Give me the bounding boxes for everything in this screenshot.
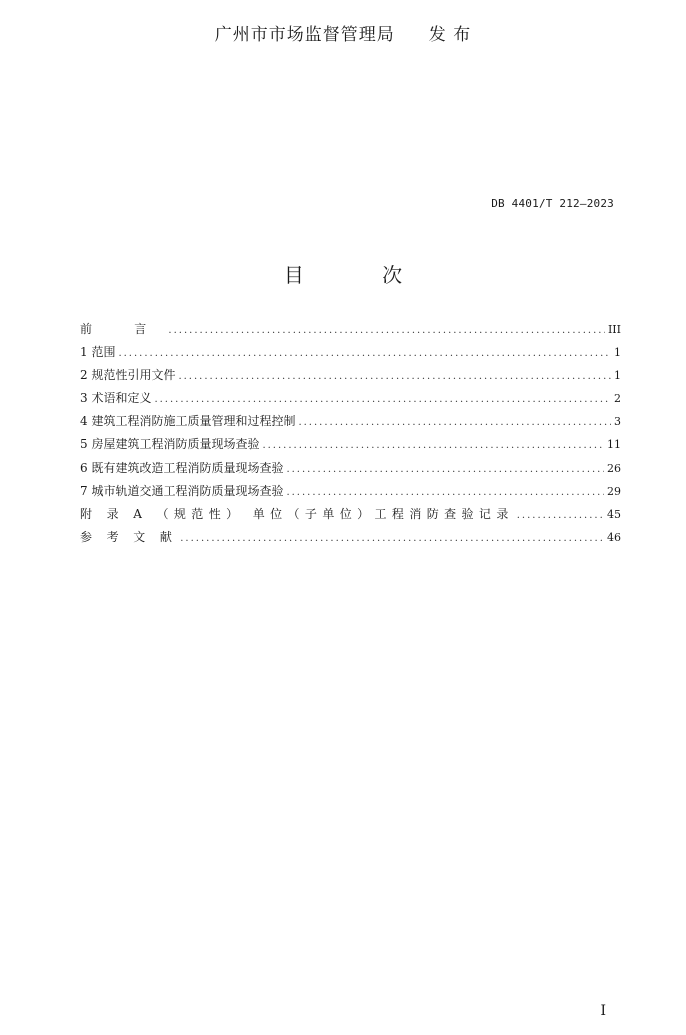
toc-entry-page: 3 [614,415,621,429]
toc-leader-dots [118,342,611,365]
toc-entry-foreword[interactable] [80,318,621,341]
toc-entry-normative-references[interactable] [80,364,621,387]
toc-entry-label[interactable]: 1 范围 [80,345,116,360]
toc-entry-label[interactable]: 前 言 [80,322,166,336]
toc-leader-dots [262,434,604,457]
toc-leader-dots [168,319,605,342]
toc-entry-page: III [607,323,621,336]
toc-entry-page: 1 [614,346,621,360]
toc-entry-section-6[interactable] [80,457,621,480]
publisher-line [0,20,686,45]
issuer-name: 广州市市场监督管理局 [214,25,395,45]
table-of-contents [80,318,621,549]
toc-entry-label[interactable]: 4 建筑工程消防施工质量管理和过程控制 [80,414,296,429]
toc-entry-page: 1 [614,369,621,383]
toc-entry-page: 45 [607,507,621,521]
toc-entry-label[interactable]: 5 房屋建筑工程消防质量现场查验 [80,437,260,452]
toc-leader-dots [178,365,611,388]
toc-entry-scope[interactable] [80,341,621,364]
toc-entry-page: 26 [607,461,621,475]
toc-entry-label[interactable]: 参 考 文 献 [80,529,178,544]
page-number: I [600,1003,606,1019]
document-number: DB 4401/T 212—2023 [491,197,614,210]
toc-entry-section-4[interactable] [80,410,621,433]
toc-entry-terms[interactable] [80,387,621,410]
toc-entry-label[interactable]: 7 城市轨道交通工程消防质量现场查验 [80,483,284,498]
toc-entry-label[interactable]: 2 规范性引用文件 [80,368,176,383]
toc-leader-dots [154,388,611,411]
toc-entry-page: 2 [614,392,621,406]
publish-action: 发 布 [428,25,472,45]
toc-entry-page: 46 [607,530,621,544]
toc-entry-section-5[interactable] [80,433,621,456]
toc-entry-bibliography[interactable] [80,526,621,549]
toc-entry-section-7[interactable] [80,480,621,503]
toc-leader-dots [180,527,604,550]
toc-entry-appendix-a[interactable] [80,503,621,526]
toc-leader-dots [286,458,604,481]
toc-leader-dots [286,481,604,504]
toc-entry-label[interactable]: 3 术语和定义 [80,391,152,406]
toc-entry-label[interactable]: 附 录 A （规范性） 单位（子单位）工程消防查验记录 [80,506,514,521]
toc-entry-label[interactable]: 6 既有建筑改造工程消防质量现场查验 [80,460,284,475]
toc-leader-dots [517,504,604,527]
toc-entry-page: 29 [607,484,621,498]
toc-title: 目 次 [283,263,439,287]
toc-entry-page: 11 [607,438,621,452]
toc-leader-dots [298,411,611,434]
